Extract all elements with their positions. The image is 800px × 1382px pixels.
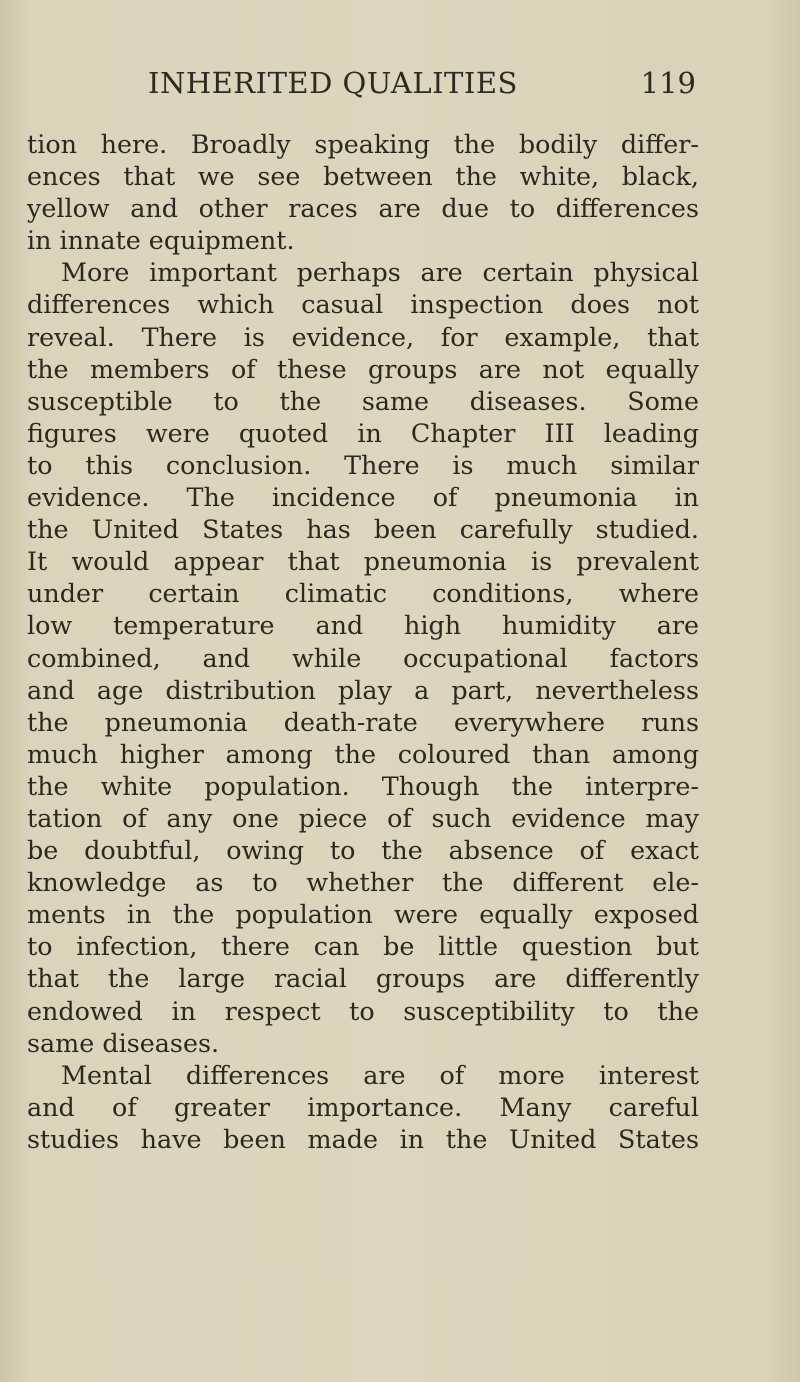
text-line: to this conclusion. There is much similar — [27, 449, 699, 480]
text-line: More important perhaps are certain physical — [61, 257, 699, 288]
text-line: that the large racial groups are differently — [27, 963, 699, 994]
text-line: the members of these groups are not equally — [27, 353, 699, 384]
text-line: combined, and while occupational factors — [27, 642, 699, 673]
text-line: yellow and other races are due to differences — [27, 193, 699, 224]
text-line: the pneumonia death-rate everywhere runs — [27, 706, 699, 737]
text-line: studies have been made in the United States — [27, 1123, 699, 1154]
text-line: Mental differences are of more interest — [61, 1059, 699, 1090]
text-line: ences that we see between the white, black, — [27, 161, 699, 192]
text-line: reveal. There is evidence, for example, that — [27, 321, 699, 352]
running-title: INHERITED QUALITIES — [148, 66, 518, 100]
text-line: susceptible to the same diseases. Some — [27, 385, 699, 416]
text-line: differences which casual inspection does not — [27, 289, 699, 320]
body-text — [27, 128, 699, 1155]
text-line: in innate equipment. — [27, 225, 295, 256]
text-line: tion here. Broadly speaking the bodily differ- — [27, 129, 699, 159]
text-line: It would appear that pneumonia is prevalent — [27, 546, 699, 577]
text-line: knowledge as to whether the different ele- — [27, 867, 699, 898]
text-line: much higher among the coloured than among — [27, 738, 699, 769]
page-number: 119 — [640, 66, 696, 100]
text-line: the United States has been carefully studied. — [27, 514, 699, 545]
text-line: low temperature and high humidity are — [27, 610, 699, 641]
running-header — [148, 66, 696, 112]
text-line: evidence. The incidence of pneumonia in — [27, 482, 699, 513]
text-line: to infection, there can be little question but — [27, 931, 699, 962]
text-line: tation of any one piece of such evidence may — [27, 802, 699, 833]
text-line: endowed in respect to susceptibility to the — [27, 995, 699, 1026]
text-line: figures were quoted in Chapter III leading — [27, 417, 699, 448]
text-line: under certain climatic conditions, where — [27, 578, 699, 609]
text-line: the white population. Though the interpre- — [27, 770, 699, 801]
text-line: and age distribution play a part, nevertheless — [27, 674, 699, 705]
text-line: and of greater importance. Many careful — [27, 1091, 699, 1122]
text-line: same diseases. — [27, 1027, 220, 1058]
text-line: be doubtful, owing to the absence of exact — [27, 835, 699, 866]
text-line: ments in the population were equally exposed — [27, 899, 699, 930]
